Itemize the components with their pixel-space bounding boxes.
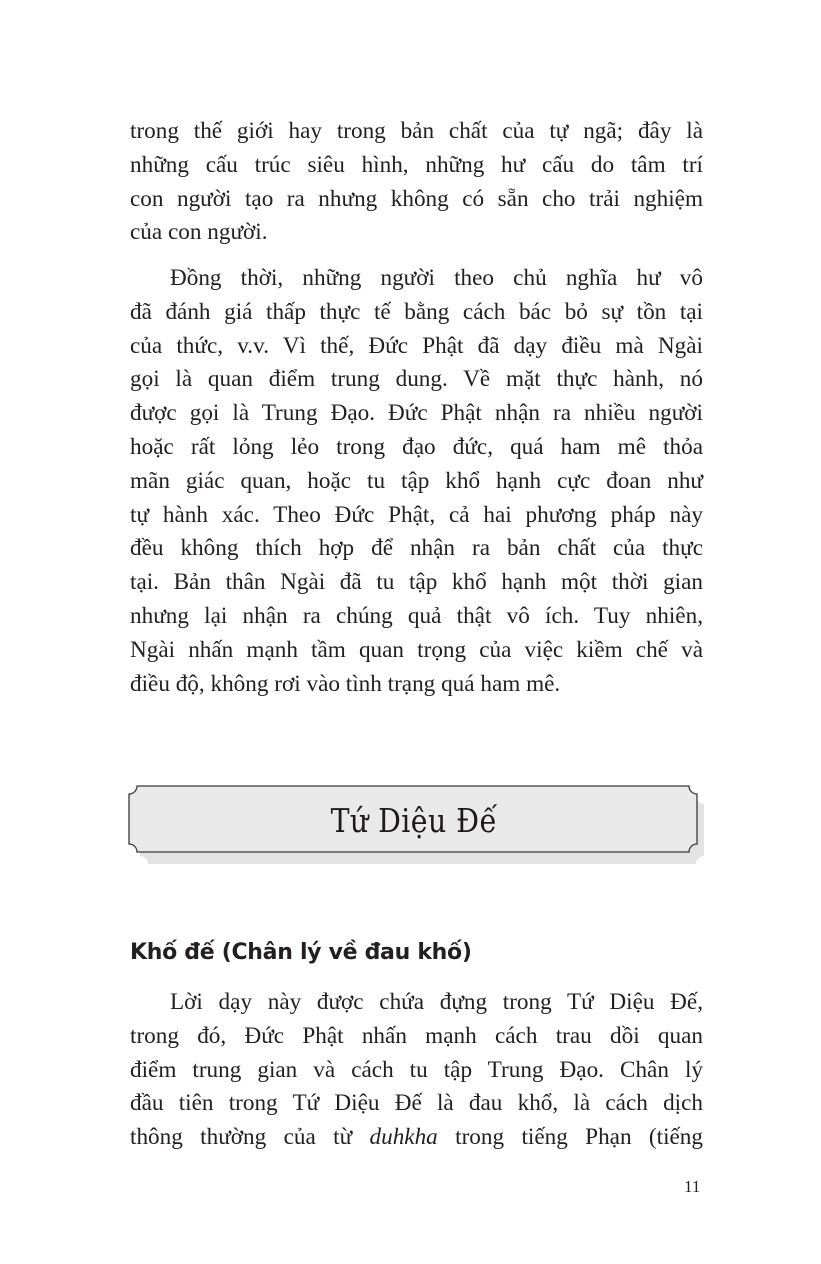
text-line: tự hành xác. Theo Đức Phật, cả hai phương pháp này	[130, 501, 703, 528]
text-line: điều độ, không rơi vào tình trạng quá ham mê.	[130, 670, 561, 697]
text-line: của thức, v.v. Vì thế, Đức Phật đã dạy điều mà Ngài	[130, 332, 703, 359]
text-line: Đồng thời, những người theo chủ nghĩa hư vô	[170, 265, 703, 291]
text-line: điểm trung gian và cách tu tập Trung Đạo. Chân lý	[130, 1056, 703, 1083]
text-line: trong đó, Đức Phật nhấn mạnh cách trau dồi quan	[130, 1022, 703, 1049]
text-line	[130, 1121, 703, 1155]
text-fragment: trong tiếng Phạn (tiếng	[437, 1124, 703, 1151]
page-number: 11	[684, 1177, 701, 1196]
text-line: con người tạo ra nhưng không có sẵn cho trải nghiệm	[130, 185, 703, 212]
text-line: những cấu trúc siêu hình, những hư cấu do tâm trí	[130, 151, 703, 178]
paragraph-3	[130, 986, 703, 1155]
text-line: được gọi là Trung Đạo. Đức Phật nhận ra nhiều người	[130, 400, 703, 427]
text-line: hoặc rất lỏng lẻo trong đạo đức, quá ham mê thỏa	[130, 433, 703, 460]
text-line: tại. Bản thân Ngài đã tu tập khổ hạnh một thời gian	[130, 569, 703, 596]
text-line: đã đánh giá thấp thực tế bằng cách bác bỏ sự tồn tại	[130, 298, 703, 325]
paragraph-1	[130, 115, 703, 250]
section-heading-box	[129, 786, 699, 854]
text-line: đầu tiên trong Tứ Diệu Đế là đau khổ, là cách dịch	[130, 1090, 703, 1117]
text-line: gọi là quan điểm trung dung. Về mặt thực hành, nó	[130, 366, 703, 393]
text-line: trong thế giới hay trong bản chất của tự ngã; đây là	[130, 118, 703, 144]
text-line: của con người.	[130, 219, 268, 246]
text-line: Lời dạy này được chứa đựng trong Tứ Diệu Đế,	[170, 989, 703, 1015]
text-line: nhưng lại nhận ra chúng quả thật vô ích. Tuy nhiên,	[130, 602, 703, 629]
text-line: đều không thích hợp để nhận ra bản chất của thực	[130, 535, 703, 562]
italic-term: duhkha	[369, 1124, 438, 1151]
paragraph-2	[130, 262, 703, 701]
section-heading: Tứ Diệu Đế	[330, 800, 498, 840]
text-line: Ngài nhấn mạnh tầm quan trọng của việc kiềm chế và	[130, 636, 703, 663]
text-line: mãn giác quan, hoặc tu tập khổ hạnh cực đoan như	[130, 467, 703, 494]
text-fragment: thông thường của từ	[130, 1124, 370, 1151]
subheading: Khố đế (Chân lý về đau khố)	[130, 940, 472, 965]
